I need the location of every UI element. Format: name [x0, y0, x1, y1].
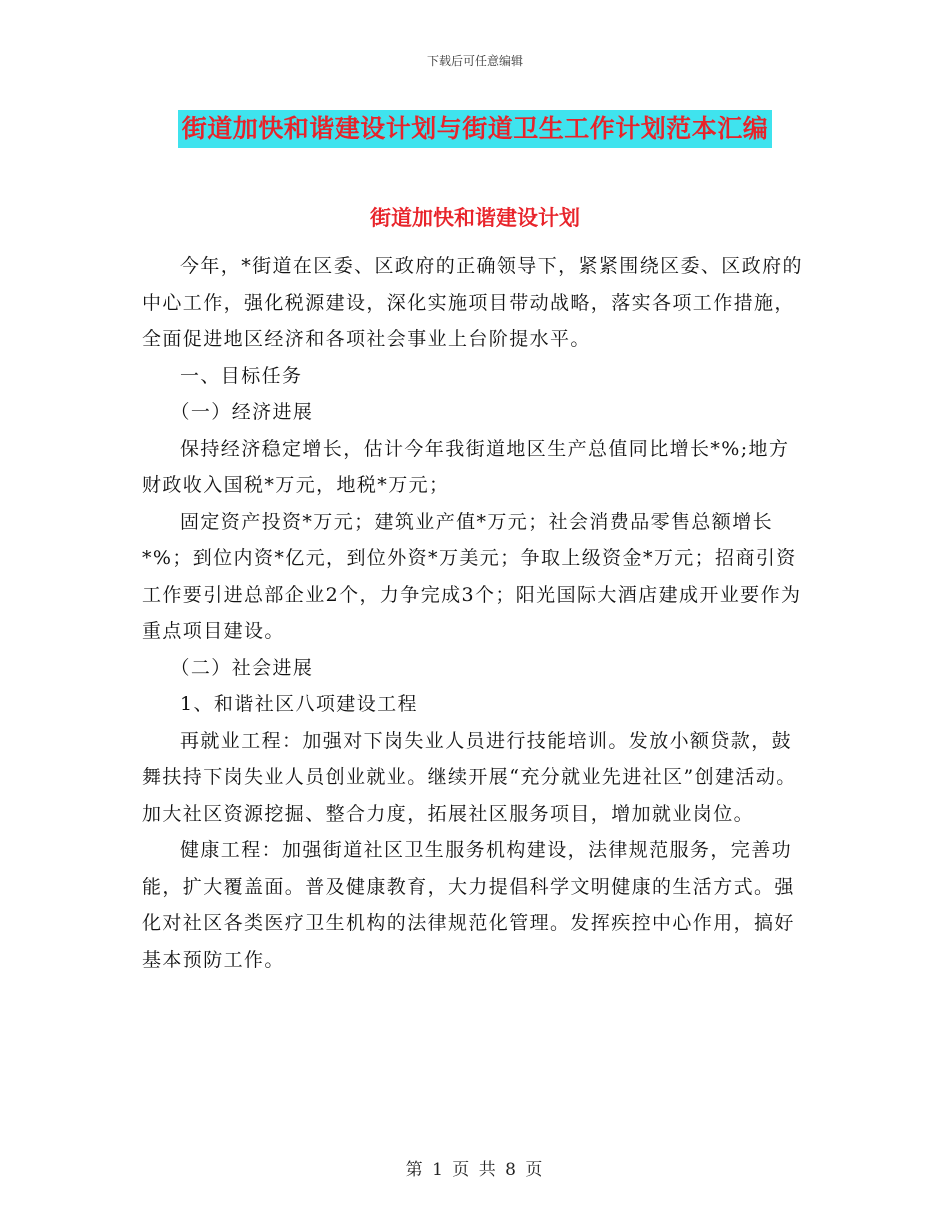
- page-number: 第 1 页 共 8 页: [405, 1160, 545, 1180]
- paragraph-investment: 固定资产投资*万元；建筑业产值*万元；社会消费品零售总额增长*%；到位内资*亿元，到位外资*万美元；争取上级资金*万元；招商引资工作要引进总部企业2个，力争完成3个；阳光国际大酒店建成开业要作为重点项目建设。: [142, 510, 802, 642]
- document-title-container: [0, 110, 950, 148]
- paragraph-health: 健康工程：加强街道社区卫生服务机构建设，法律规范服务，完善功能，扩大覆盖面。普及健康教育，大力提倡科学文明健康的生活方式。强化对社区各类医疗卫生机构的法律规范化管理。发挥疾控中心作用，搞好基本预防工作。: [142, 839, 795, 971]
- page-header-note: 下载后可任意编辑: [426, 54, 523, 68]
- paragraph-reemployment: 再就业工程：加强对下岗失业人员进行技能培训。发放小额贷款，鼓舞扶持下岗失业人员创业就业。继续开展“充分就业先进社区”创建活动。加大社区资源挖掘、整合力度，拓展社区服务项目，增加就业岗位。: [142, 729, 797, 825]
- document-title: 街道加快和谐建设计划与街道卫生工作计划范本汇编: [178, 110, 773, 148]
- paragraph-economy-growth: 保持经济稳定增长，估计今年我街道地区生产总值同比增长*%;地方财政收入国税*万元，地税*万元；: [142, 437, 790, 496]
- section-title: 街道加快和谐建设计划: [370, 205, 580, 230]
- heading-goals: 一、目标任务: [180, 364, 303, 387]
- subheading-economy: （一）经济进展: [170, 401, 314, 423]
- heading-community-projects: 1、和谐社区八项建设工程: [180, 693, 418, 715]
- paragraph-intro: 今年，*街道在区委、区政府的正确领导下，紧紧围绕区委、区政府的中心工作，强化税源建设，深化实施项目带动战略，落实各项工作措施，全面促进地区经济和各项社会事业上台阶提水平。: [142, 255, 803, 350]
- subheading-society: （二）社会进展: [170, 656, 314, 679]
- document-body: [142, 248, 806, 978]
